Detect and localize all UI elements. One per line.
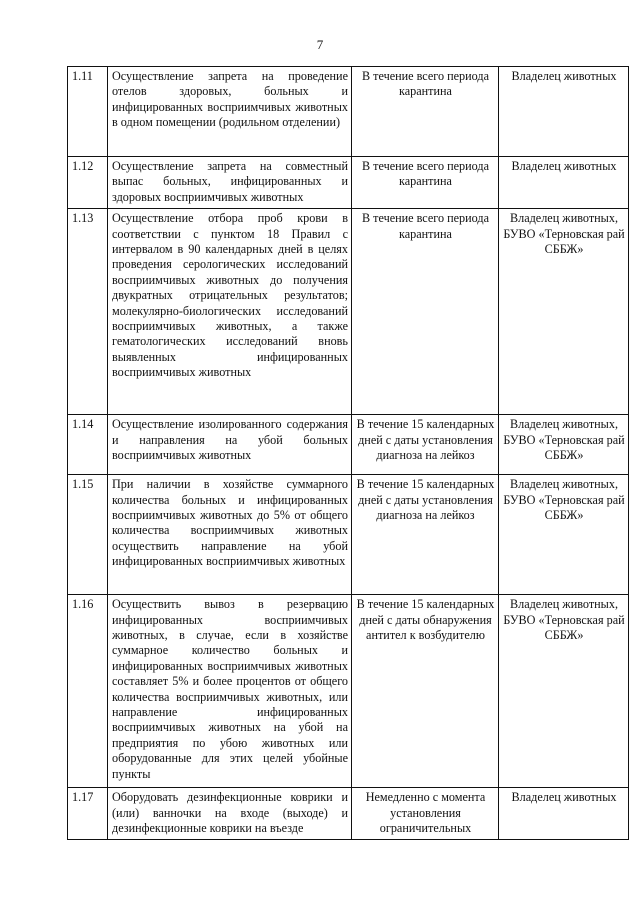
measure-term: В течение 15 календарных дней с даты установления диагноза на лейкоз <box>352 475 499 595</box>
table-row <box>68 475 629 595</box>
measure-responsible: Владелец животных <box>499 157 629 209</box>
row-number: 1.12 <box>68 157 108 209</box>
row-number: 1.16 <box>68 595 108 788</box>
measure-term: Немедленно с момента установления ограничительных <box>352 788 499 840</box>
measure-term: В течение 15 календарных дней с даты установления диагноза на лейкоз <box>352 415 499 475</box>
page-number: 7 <box>316 37 324 52</box>
measure-responsible: Владелец животных <box>499 67 629 157</box>
measure-description: Осуществление изолированного содержания и направления на убой больных восприимчивых животных <box>108 415 352 475</box>
table-row <box>68 595 629 788</box>
measure-description: Осуществить вывоз в резервацию инфицированных восприимчивых животных, в случае, если в хозяйстве суммарное количество больных и инфицированных восприимчивых животных составляет 5% и более процентов от общего количества восприимчивых животных, или направление инфицированных восприимчивых животных на убой на предприятия по убою животных или оборудованные для этих целей убойные пункты <box>108 595 352 788</box>
measure-description: При наличии в хозяйстве суммарного количества больных и инфицированных восприимчивых животных до 5% от общего количества восприимчивых животных осуществить направление на убой инфицированных восприимчивых животных <box>108 475 352 595</box>
row-number: 1.14 <box>68 415 108 475</box>
table-row <box>68 788 629 840</box>
row-number: 1.17 <box>68 788 108 840</box>
quarantine-measures-table <box>67 66 629 840</box>
measure-description: Осуществление запрета на проведение отелов здоровых, больных и инфицированных восприимчивых животных в одном помещении (родильном отделении) <box>108 67 352 157</box>
row-number: 1.15 <box>68 475 108 595</box>
measure-responsible: Владелец животных <box>499 788 629 840</box>
table-row <box>68 415 629 475</box>
table-row <box>68 67 629 157</box>
measure-description: Осуществление отбора проб крови в соответствии с пунктом 18 Правил с интервалом в 90 календарных дней в целях проведения серологических исследований восприимчивых животных до получения двукратных отрицательных результатов; молекулярно-биологических исследований восприимчивых животных, а также гематологических исследований вновь выявленных инфицированных восприимчивых животных <box>108 209 352 415</box>
measure-responsible: Владелец животных, БУВО «Терновская рай СББЖ» <box>499 415 629 475</box>
measure-term: В течение 15 календарных дней с даты обнаружения антител к возбудителю <box>352 595 499 788</box>
table-row <box>68 157 629 209</box>
measure-description: Осуществление запрета на совместный выпас больных, инфицированных и здоровых восприимчивых животных <box>108 157 352 209</box>
table-row <box>68 209 629 415</box>
row-number: 1.11 <box>68 67 108 157</box>
measure-responsible: Владелец животных, БУВО «Терновская рай СББЖ» <box>499 209 629 415</box>
row-number: 1.13 <box>68 209 108 415</box>
measure-term: В течение всего периода карантина <box>352 67 499 157</box>
measure-responsible: Владелец животных, БУВО «Терновская рай СББЖ» <box>499 475 629 595</box>
measure-responsible: Владелец животных, БУВО «Терновская рай СББЖ» <box>499 595 629 788</box>
measure-term: В течение всего периода карантина <box>352 209 499 415</box>
measure-term: В течение всего периода карантина <box>352 157 499 209</box>
measure-description: Оборудовать дезинфекционные коврики и (или) ванночки на входе (выходе) и дезинфекционные коврики на въезде <box>108 788 352 840</box>
